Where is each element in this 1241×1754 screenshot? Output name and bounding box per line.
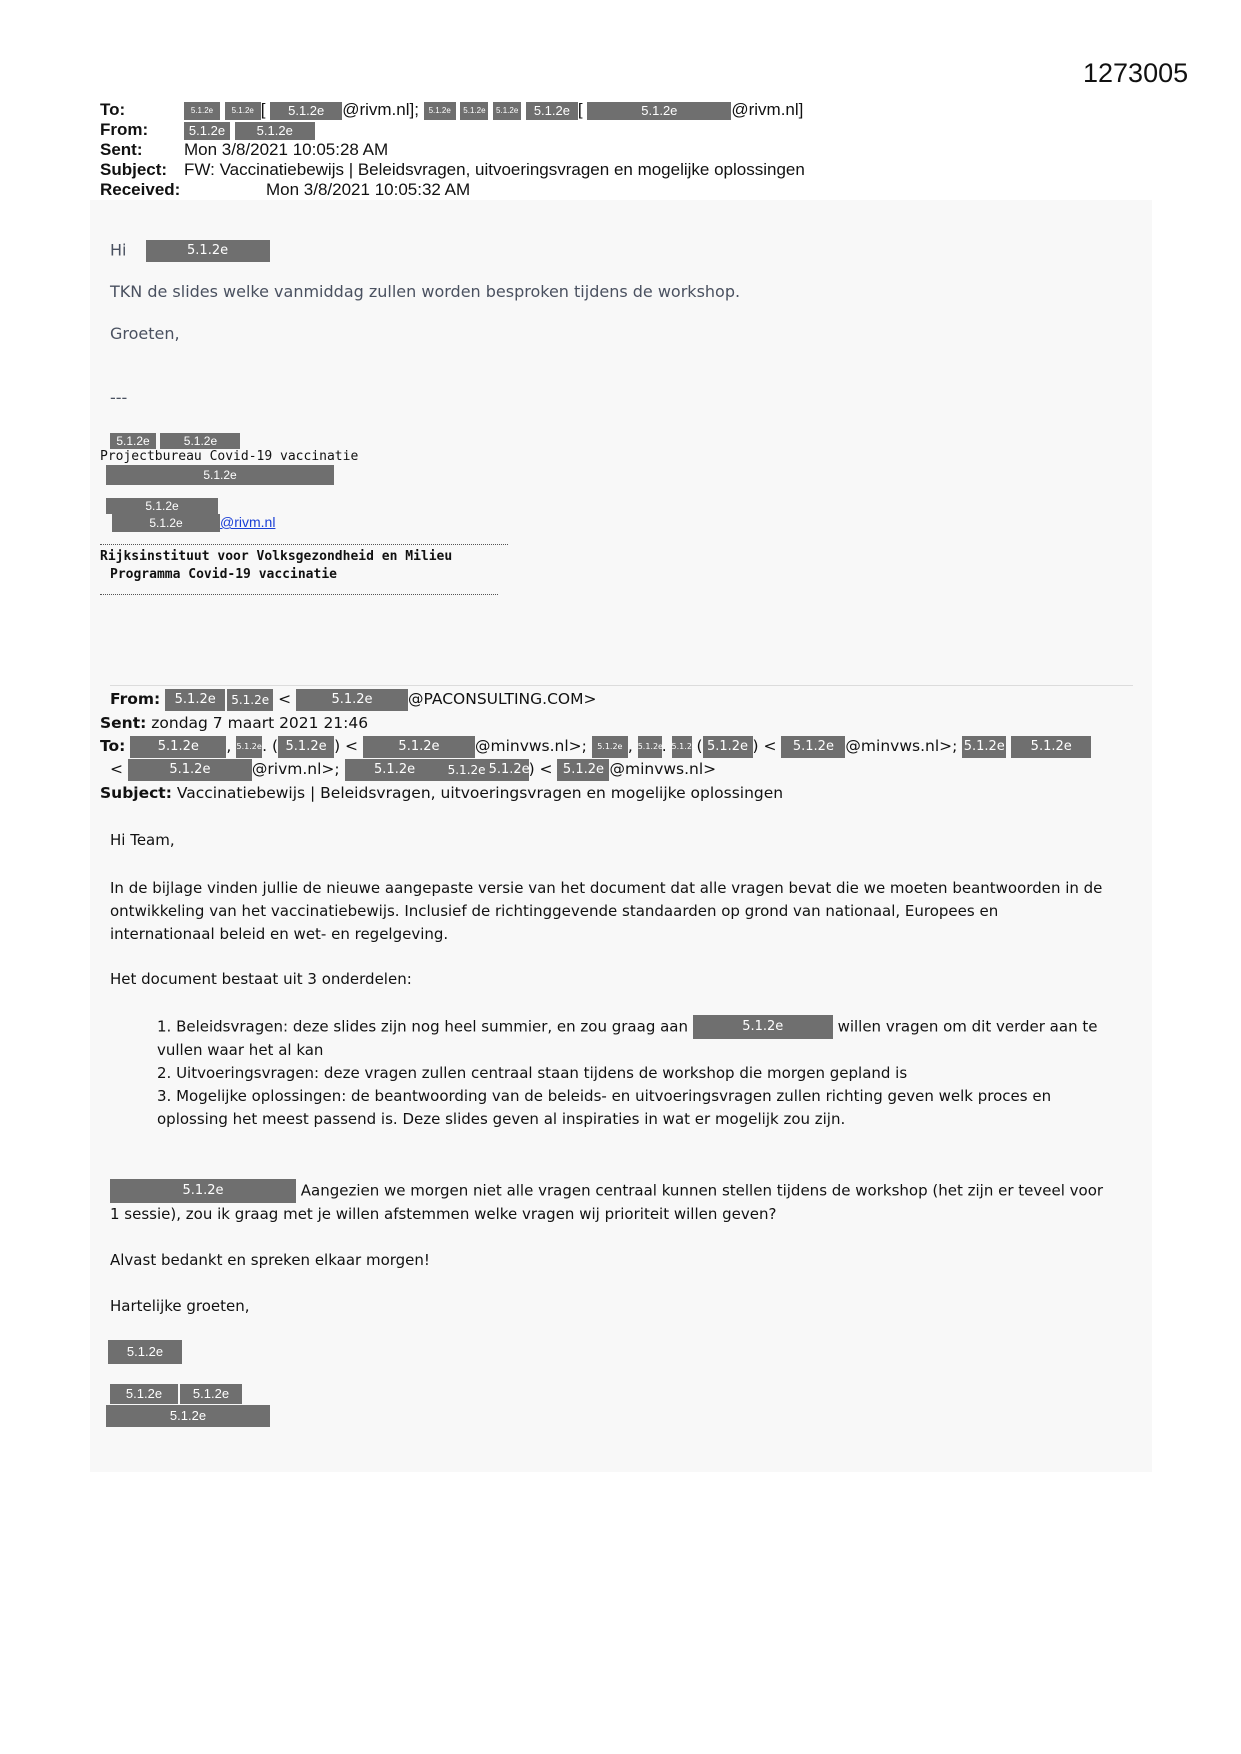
message2-closing: Hartelijke groeten, [110,1297,250,1315]
subject-line [100,160,805,180]
divider [100,544,508,545]
list-item: 3. Mogelijke oplossingen: de beantwoording van de beleids- en uitvoeringsvragen zullen richting geven welk proces en oplossing het meest passend is. Deze slides geven al inspiraties in wat er mogelijk zou zijn. [157,1087,1052,1128]
document-number: 1273005 [1083,58,1189,88]
redaction: 5.1.2e [106,1405,270,1427]
to-suffix: @rivm.nl] [731,100,804,119]
redaction: 5.1.2e [160,433,240,449]
redaction: 5.1.2e [108,1340,182,1364]
redaction: 5.1.2e [1011,736,1091,758]
to-label: To: [100,737,126,755]
redaction: 5.1.2e [424,102,456,120]
sent-label: Sent: [100,714,147,732]
forward-subject-line [100,782,783,805]
to-label: To: [100,100,126,119]
list-item: 2. Uitvoeringsvragen: deze vragen zullen centraal staan tijdens de workshop die morgen gepland is [157,1064,908,1082]
redaction: 5.1.2e [184,122,230,140]
redaction: 5.1.2e [128,759,252,781]
redaction: 5.1.2e [184,102,220,120]
signature-org: Projectbureau Covid-19 vaccinatie [100,449,359,464]
redaction: 5.1.2e [106,498,218,514]
signature-email [112,514,275,532]
message2-greeting: Hi Team, [110,831,175,849]
redaction: 5.1.2e [445,759,489,781]
redaction: 5.1.2e [781,736,845,758]
message-panel [90,200,1152,1472]
divider [110,685,1133,686]
redaction: 5.1.2e [493,102,521,120]
redaction: 5.1.2e [672,736,692,758]
divider [100,594,498,595]
redaction: 5.1.2e [526,102,578,120]
redaction: 5.1.2e [693,1015,833,1039]
forward-to-line: To: 5.1.2e , 5.1.2e. ( 5.1.2e ) < 5.1.2e @minvws.nl>; 5.1.2e , 5.1.2e. 5.1.2e ( 5.1.2e ) < 5.1.2e @minvws.nl>; 5.1.2e 5.1.2e [100,735,1091,758]
received-label: Received: [100,180,181,199]
message2-para3: 5.1.2e Aangezien we morgen niet alle vragen centraal kunnen stellen tijdens de workshop (het zijn er teveel voor 1 sessie), zou ik graag met je willen afstemmen welke vragen wij prioriteit willen geven? [110,1179,1103,1226]
minvws-suffix: @minvws.nl>; [845,737,958,755]
signature-name [110,432,240,450]
redaction: 5.1.2e [110,433,156,449]
rivm-suffix: @rivm.nl>; [251,760,340,778]
to-line: To: 5.1.2e 5.1.2e [ 5.1.2e @rivm.nl]; 5.1.2e 5.1.2e 5.1.2e 5.1.2e [ 5.1.2e @rivm.nl] [100,100,804,119]
forward-to-line-2: < 5.1.2e @rivm.nl>; 5.1.2e 5.1.2e 5.1.2e) < 5.1.2e @minvws.nl> [110,758,716,781]
signature-name [108,1340,182,1364]
forward-from-line: From: 5.1.2e 5.1.2e < 5.1.2e @PACONSULTING.COM> [110,688,596,711]
redaction: 5.1.2e [363,736,475,758]
sent-value: zondag 7 maart 2021 21:46 [151,714,369,732]
redaction: 5.1.2e [106,465,334,485]
redaction: 5.1.2e [225,102,261,120]
redaction: 5.1.2e [227,689,273,711]
from-label: From: [100,120,149,139]
greeting: Hi 5.1.2e [110,240,270,262]
redaction: 5.1.2e [165,689,225,711]
signature-phone [106,497,218,515]
institute-name: Rijksinstituut voor Volksgezondheid en Milieu [100,549,453,564]
subject-value: FW: Vaccinatiebewijs | Beleidsvragen, uitvoeringsvragen en mogelijke oplossingen [184,160,805,179]
redaction: 5.1.2e [180,1384,242,1404]
redaction: 5.1.2e [345,759,445,781]
signature-full-name [110,1384,242,1404]
signature-title [106,465,334,485]
redaction: 5.1.2e [638,736,662,758]
list-item: 1. Beleidsvragen: deze slides zijn nog heel summier, en zou graag aan 5.1.2e willen vragen om dit verder aan te vullen waar het al kan [157,1015,1097,1062]
email-link[interactable]: @rivm.nl [220,514,276,531]
redaction: 5.1.2e [489,759,529,781]
redaction: 5.1.2e [557,759,609,781]
minvws-suffix: @minvws.nl> [609,760,717,778]
subject-label: Subject: [100,160,168,179]
redaction: 5.1.2e [146,240,270,262]
message1-body: TKN de slides welke vanmiddag zullen worden besproken tijdens de workshop. [110,282,741,301]
from-suffix: @PACONSULTING.COM> [408,690,597,708]
message2-para4: Alvast bedankt en spreken elkaar morgen! [110,1251,430,1269]
subject-label: Subject: [100,784,172,802]
signature-title [106,1405,270,1427]
sent-label: Sent: [100,140,143,159]
redaction: 5.1.2e [112,514,220,532]
redaction: 5.1.2e [110,1384,178,1404]
redaction: 5.1.2e [130,736,226,758]
redaction: 5.1.2e [110,1179,296,1203]
redaction: 5.1.2e [703,736,753,758]
to-suffix: @rivm.nl]; [342,100,419,119]
message2-para2: Het document bestaat uit 3 onderdelen: [110,970,412,988]
minvws-suffix: @minvws.nl>; [474,737,587,755]
redaction: 5.1.2e [270,102,342,120]
message2-para1: In de bijlage vinden jullie de nieuwe aangepaste versie van het document dat alle vragen bevat die we moeten beantwoorden in de ontwikkeling van het vaccinatiebewijs. Inclusief de richtinggevende standaarden op grond van nationaal, Europees en internationaal beleid en wet- en regelgeving. [110,879,1103,943]
subject-value: Vaccinatiebewijs | Beleidsvragen, uitvoeringsvragen en mogelijke oplossingen [176,784,784,802]
message1-closing: Groeten, [110,324,180,343]
separator: --- [110,388,128,407]
redaction: 5.1.2e [236,736,262,758]
redaction: 5.1.2e [460,102,488,120]
received-value: Mon 3/8/2021 10:05:32 AM [266,180,471,199]
from-line [100,120,315,140]
redaction: 5.1.2e [296,689,408,711]
sent-value: Mon 3/8/2021 10:05:28 AM [184,140,389,159]
received-line [100,180,470,200]
redaction: 5.1.2e [592,736,628,758]
forward-sent-line [100,712,368,735]
redaction: 5.1.2e [278,736,334,758]
programme-name: Programma Covid-19 vaccinatie [110,567,337,582]
redaction: 5.1.2e [587,102,731,120]
redaction: 5.1.2e [962,736,1006,758]
sent-line [100,140,388,160]
redaction: 5.1.2e [235,122,315,140]
from-label: From: [110,690,161,708]
